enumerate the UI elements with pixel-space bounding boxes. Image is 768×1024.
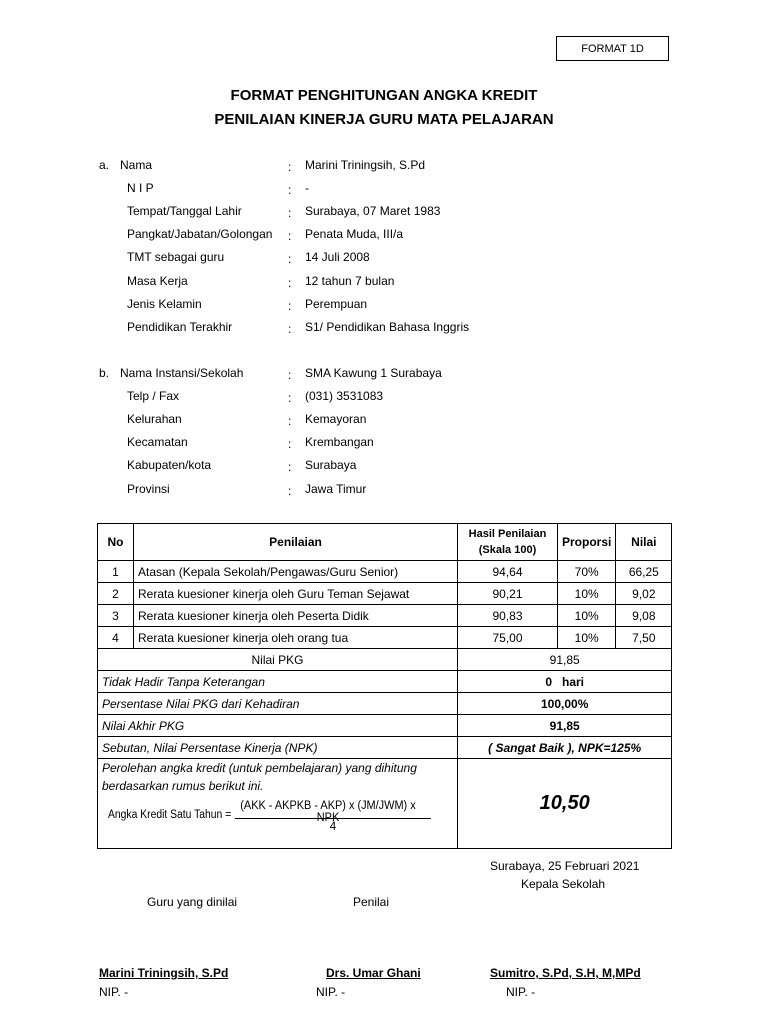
- header-hasil-line1: Hasil Penilaian: [468, 528, 547, 540]
- identity-value: SMA Kawung 1 Surabaya: [305, 366, 442, 380]
- kepala-title: Kepala Sekolah: [521, 877, 606, 891]
- identity-colon: :: [288, 321, 292, 336]
- row-penilaian: Rerata kuesioner kinerja oleh Peserta Didik: [134, 605, 458, 627]
- row-hasil: 75,00: [458, 627, 558, 649]
- identity-value: Surabaya: [305, 458, 357, 473]
- row-no: 4: [98, 627, 134, 649]
- identity-colon: :: [288, 206, 292, 221]
- identity-colon: :: [288, 298, 292, 313]
- header-hasil: [458, 524, 558, 561]
- identity-colon: :: [288, 252, 292, 267]
- row-hasil: 90,21: [458, 583, 558, 605]
- sebutan-label: Sebutan, Nilai Persentase Kinerja (NPK): [98, 737, 458, 759]
- row-nilai: 9,08: [616, 605, 672, 627]
- guru-title: Guru yang dinilai: [147, 895, 238, 909]
- identity-colon: :: [288, 368, 292, 382]
- table-row: [98, 583, 672, 605]
- row-nilai: 7,50: [616, 627, 672, 649]
- identity-value: Jawa Timur: [305, 481, 367, 496]
- row-penilaian: Rerata kuesioner kinerja oleh orang tua: [134, 627, 458, 649]
- page-subtitle: PENILAIAN KINERJA GURU MATA PELAJARAN: [214, 111, 554, 128]
- row-proporsi: 10%: [558, 627, 616, 649]
- header-proporsi: Proporsi: [558, 524, 616, 561]
- identity-label: Nama Instansi/Sekolah: [120, 366, 244, 380]
- guru-name: Marini Triningsih, S.Pd: [99, 966, 229, 980]
- identity-value: Kemayoran: [305, 412, 367, 427]
- persentase-value: 100,00%: [458, 693, 672, 715]
- header-no: No: [98, 524, 134, 561]
- kepala-name: Sumitro, S.Pd, S.H, M,MPd: [490, 966, 641, 980]
- header-nilai: Nilai: [616, 524, 672, 561]
- row-nilai: 66,25: [616, 561, 672, 583]
- identity-colon: :: [288, 229, 292, 244]
- identity-label: Jenis Kelamin: [127, 296, 202, 311]
- persentase-label: Persentase Nilai PKG dari Kehadiran: [98, 693, 458, 715]
- nilai-pkg-label: Nilai PKG: [98, 649, 458, 671]
- row-no: 1: [98, 561, 134, 583]
- tidak-hadir-label: Tidak Hadir Tanpa Keterangan: [98, 671, 458, 693]
- identity-label: Masa Kerja: [127, 273, 188, 288]
- identity-colon: :: [288, 183, 292, 198]
- identity-label: Pangkat/Jabatan/Golongan: [127, 227, 273, 242]
- nilai-akhir-label: Nilai Akhir PKG: [98, 715, 458, 737]
- row-proporsi: 10%: [558, 583, 616, 605]
- identity-label: Nama: [120, 158, 153, 172]
- row-penilaian: Atasan (Kepala Sekolah/Pengawas/Guru Senior): [134, 561, 458, 583]
- table-row: [98, 627, 672, 649]
- row-nilai: 9,02: [616, 583, 672, 605]
- identity-value: (031) 3531083: [305, 389, 384, 404]
- header-hasil-line2: (Skala 100): [478, 544, 537, 556]
- table-row: [98, 561, 672, 583]
- identity-value: 12 tahun 7 bulan: [305, 273, 395, 288]
- identity-value: S1/ Pendidikan Bahasa Inggris: [305, 319, 470, 334]
- identity-colon: :: [288, 275, 292, 290]
- place-date: Surabaya, 25 Februari 2021: [490, 859, 640, 873]
- nilai-pkg-value: 91,85: [458, 649, 672, 671]
- identity-value: Krembangan: [305, 435, 374, 450]
- identity-value: Marini Triningsih, S.Pd: [305, 158, 426, 172]
- identity-label: Telp / Fax: [127, 389, 180, 404]
- identity-colon: :: [288, 437, 292, 452]
- identity-label: Provinsi: [127, 481, 170, 496]
- identity-label: Kabupaten/kota: [127, 458, 212, 473]
- formula-left: Angka Kredit Satu Tahun =: [108, 809, 232, 821]
- page-title: FORMAT PENGHITUNGAN ANGKA KREDIT: [230, 87, 538, 104]
- table-row: [98, 605, 672, 627]
- section-b-marker: b.: [99, 366, 110, 380]
- identity-value: 14 Juli 2008: [305, 250, 370, 265]
- identity-value: Surabaya, 07 Maret 1983: [305, 204, 441, 219]
- row-proporsi: 70%: [558, 561, 616, 583]
- row-no: 2: [98, 583, 134, 605]
- format-label: FORMAT 1D: [556, 36, 669, 61]
- formula-fraction-bar: [235, 818, 431, 819]
- identity-label: Pendidikan Terakhir: [127, 319, 233, 334]
- sebutan-value: ( Sangat Baik ), NPK=125%: [458, 737, 672, 759]
- section-a-marker: a.: [99, 158, 110, 172]
- row-proporsi: 10%: [558, 605, 616, 627]
- penilai-nip: NIP. -: [316, 985, 346, 999]
- identity-colon: :: [288, 460, 292, 475]
- penilai-name: Drs. Umar Ghani: [326, 966, 421, 980]
- guru-nip: NIP. -: [99, 985, 129, 999]
- penilai-title: Penilai: [353, 895, 390, 909]
- identity-colon: :: [288, 160, 292, 174]
- identity-label: N I P: [127, 181, 154, 196]
- formula-numerator: (AKK - AKPKB - AKP) x (JM/JWM) x NPK: [240, 800, 416, 824]
- identity-colon: :: [288, 391, 292, 406]
- kepala-nip: NIP. -: [506, 985, 536, 999]
- identity-label: TMT sebagai guru: [127, 250, 225, 265]
- perolehan-line1: Perolehan angka kredit (untuk pembelajaran) yang dihitung: [102, 761, 417, 775]
- row-penilaian: Rerata kuesioner kinerja oleh Guru Teman Sejawat: [134, 583, 458, 605]
- identity-label: Kelurahan: [127, 412, 182, 427]
- row-no: 3: [98, 605, 134, 627]
- row-hasil: 90,83: [458, 605, 558, 627]
- identity-value: Penata Muda, III/a: [305, 227, 404, 242]
- header-penilaian: Penilaian: [134, 524, 458, 561]
- identity-colon: :: [288, 483, 292, 498]
- tidak-hadir-value: 0 hari: [458, 671, 672, 693]
- perolehan-line2: berdasarkan rumus berikut ini.: [102, 779, 264, 793]
- nilai-akhir-value: 91,85: [458, 715, 672, 737]
- perolehan-cell: [98, 759, 458, 849]
- formula-denominator: 4: [329, 821, 337, 833]
- row-hasil: 94,64: [458, 561, 558, 583]
- assessment-table: [97, 523, 672, 849]
- identity-label: Tempat/Tanggal Lahir: [127, 204, 242, 219]
- identity-value: Perempuan: [305, 296, 368, 311]
- identity-value: -: [305, 181, 309, 196]
- identity-colon: :: [288, 414, 292, 429]
- angka-kredit-value: 10,50: [458, 759, 672, 849]
- identity-label: Kecamatan: [127, 435, 188, 450]
